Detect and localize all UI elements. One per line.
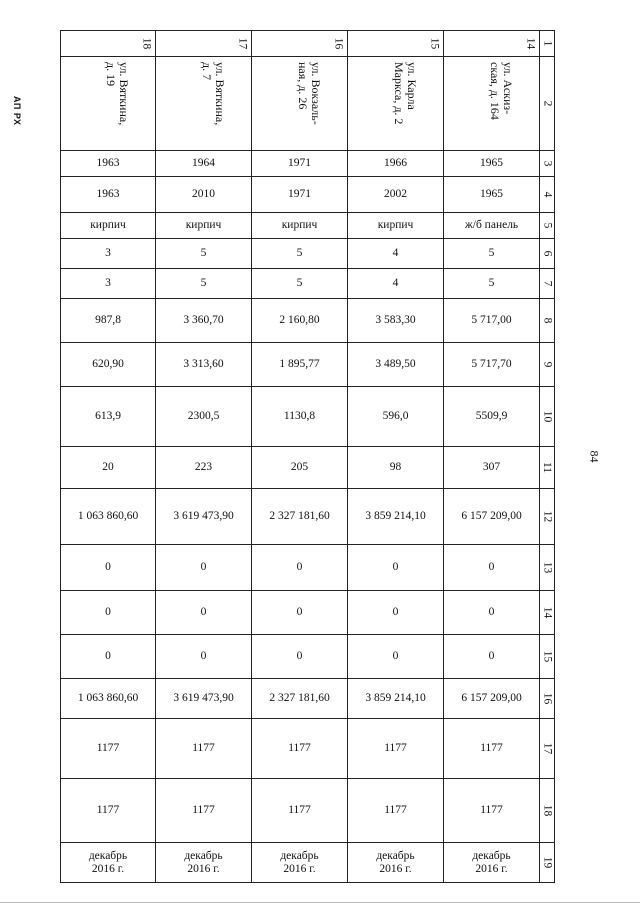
value-cell <box>61 177 156 213</box>
value-cell <box>252 591 348 635</box>
cell-value: 596,0 <box>382 410 409 422</box>
value-cell <box>444 719 540 779</box>
cell-value: декабрь 2016 г. <box>376 849 415 875</box>
value-cell <box>252 269 348 299</box>
page-number: 84 <box>587 450 602 463</box>
value-cell <box>348 591 444 635</box>
table-row <box>61 779 555 843</box>
value-cell <box>348 299 444 343</box>
column-index: 2 <box>541 100 554 107</box>
value-cell <box>61 679 156 719</box>
cell-value: 5 717,70 <box>471 358 512 370</box>
data-table <box>60 30 555 883</box>
value-cell <box>156 177 252 213</box>
table-row <box>61 299 555 343</box>
cell-value: 1966 <box>384 157 407 169</box>
column-index-cell <box>540 447 555 489</box>
value-cell <box>444 779 540 843</box>
cell-value: 5 <box>488 277 495 289</box>
value-cell <box>348 343 444 387</box>
value-cell <box>444 343 540 387</box>
cell-value: 0 <box>296 606 303 618</box>
cell-value: 3 489,50 <box>375 358 416 370</box>
value-cell <box>252 151 348 177</box>
column-index-cell <box>540 239 555 269</box>
cell-value: 1177 <box>384 804 407 816</box>
address-text: ул. Вокзаль- ная, д. 26 <box>295 62 323 125</box>
column-index-cell <box>540 299 555 343</box>
column-index: 16 <box>541 692 554 705</box>
column-index: 6 <box>541 250 554 257</box>
value-cell <box>61 447 156 489</box>
table-row <box>61 31 555 57</box>
column-index-cell <box>540 719 555 779</box>
table-row <box>61 239 555 269</box>
cell-value: 20 <box>102 461 114 473</box>
cell-value: 1177 <box>96 804 120 816</box>
cell-value: 2010 <box>192 188 215 200</box>
cell-value: 3 859 214,10 <box>365 510 426 522</box>
column-index-cell <box>540 545 555 591</box>
value-cell <box>156 635 252 679</box>
address-text: ул. Вяткина, д. 7 <box>199 62 227 126</box>
table-row <box>61 719 555 779</box>
value-cell <box>348 177 444 213</box>
column-index-cell <box>540 57 555 151</box>
column-index-cell <box>540 177 555 213</box>
value-cell <box>61 239 156 269</box>
column-index: 17 <box>541 742 554 755</box>
cell-value: 0 <box>392 650 399 662</box>
row-number: 18 <box>139 37 152 50</box>
row-number-cell <box>444 31 540 57</box>
table-row <box>61 843 555 883</box>
table-row <box>61 177 555 213</box>
column-index: 9 <box>541 361 554 368</box>
value-cell <box>252 239 348 269</box>
value-cell <box>61 635 156 679</box>
value-cell <box>348 679 444 719</box>
cell-value: 1177 <box>480 742 503 754</box>
column-index: 3 <box>541 160 554 167</box>
address-cell <box>444 57 540 151</box>
address-cell <box>61 57 156 151</box>
value-cell <box>252 635 348 679</box>
value-cell <box>61 489 156 545</box>
value-cell <box>61 299 156 343</box>
column-index: 11 <box>541 461 554 474</box>
value-cell <box>61 151 156 177</box>
value-cell <box>444 591 540 635</box>
cell-value: 1 063 860,60 <box>77 510 139 522</box>
column-index: 4 <box>541 191 554 198</box>
row-number-cell <box>156 31 252 57</box>
cell-value: 1130,8 <box>283 410 316 422</box>
cell-value: 1963 <box>96 188 120 200</box>
cell-value: 3 583,30 <box>375 314 416 326</box>
column-index-cell <box>540 387 555 447</box>
address-cell <box>252 57 348 151</box>
cell-value: декабрь 2016 г. <box>184 849 223 875</box>
cell-value: 205 <box>290 461 309 473</box>
value-cell <box>444 177 540 213</box>
cell-value: 1965 <box>480 188 503 200</box>
cell-value: 620,90 <box>92 358 124 370</box>
cell-value: 0 <box>200 650 207 662</box>
cell-value: 1964 <box>192 157 215 169</box>
cell-value: 613,9 <box>95 410 121 422</box>
value-cell <box>156 843 252 883</box>
value-cell <box>156 343 252 387</box>
row-number: 17 <box>235 37 248 50</box>
value-cell <box>61 591 156 635</box>
value-cell <box>444 299 540 343</box>
value-cell <box>444 213 540 239</box>
value-cell <box>252 299 348 343</box>
cell-value: 5 <box>296 247 303 259</box>
value-cell <box>252 679 348 719</box>
value-cell <box>444 679 540 719</box>
cell-value: 1971 <box>288 188 311 200</box>
value-cell <box>444 151 540 177</box>
cell-value: 1 063 860,60 <box>77 692 139 704</box>
table-row <box>61 489 555 545</box>
value-cell <box>252 843 348 883</box>
cell-value: 3 619 473,90 <box>173 692 234 704</box>
table-row <box>61 591 555 635</box>
cell-value: 2 327 181,60 <box>269 692 330 704</box>
value-cell <box>252 489 348 545</box>
cell-value: 1177 <box>192 742 215 754</box>
value-cell <box>348 269 444 299</box>
value-cell <box>252 213 348 239</box>
value-cell <box>348 545 444 591</box>
cell-value: 0 <box>105 650 111 662</box>
value-cell <box>444 489 540 545</box>
cell-value: 223 <box>194 461 213 473</box>
value-cell <box>61 269 156 299</box>
column-index-cell <box>540 679 555 719</box>
value-cell <box>156 213 252 239</box>
row-number: 16 <box>331 37 344 50</box>
cell-value: ж/б панель <box>464 219 519 231</box>
column-index-cell <box>540 635 555 679</box>
value-cell <box>252 177 348 213</box>
cell-value: 1177 <box>96 742 120 754</box>
value-cell <box>252 343 348 387</box>
table-row <box>61 545 555 591</box>
cell-value: 3 619 473,90 <box>173 510 234 522</box>
cell-value: 1963 <box>96 157 120 169</box>
value-cell <box>156 489 252 545</box>
cell-value: 4 <box>392 277 399 289</box>
cell-value: 2002 <box>384 188 407 200</box>
cell-value: 0 <box>488 650 495 662</box>
cell-value: декабрь 2016 г. <box>88 849 128 875</box>
cell-value: 3 360,70 <box>183 314 224 326</box>
value-cell <box>156 447 252 489</box>
cell-value: кирпич <box>90 219 126 231</box>
page-bottom-rule <box>0 902 640 903</box>
cell-value: 1177 <box>192 804 215 816</box>
column-index: 12 <box>541 510 554 523</box>
value-cell <box>156 269 252 299</box>
column-index-cell <box>540 591 555 635</box>
table-row <box>61 269 555 299</box>
table-row <box>61 387 555 447</box>
cell-value: 3 859 214,10 <box>365 692 426 704</box>
value-cell <box>156 239 252 269</box>
table-row <box>61 213 555 239</box>
value-cell <box>252 719 348 779</box>
cell-value: декабрь 2016 г. <box>472 849 511 875</box>
cell-value: 0 <box>105 606 111 618</box>
row-number-cell <box>252 31 348 57</box>
column-index-cell <box>540 269 555 299</box>
cell-value: 2 327 181,60 <box>269 510 330 522</box>
row-number: 14 <box>523 37 536 50</box>
cell-value: 0 <box>296 561 303 573</box>
address-text: ул. Аскиз- ская, д. 164 <box>487 62 515 120</box>
cell-value: 98 <box>389 461 402 473</box>
column-index-cell <box>540 843 555 883</box>
value-cell <box>348 387 444 447</box>
value-cell <box>156 719 252 779</box>
value-cell <box>348 489 444 545</box>
value-cell <box>348 719 444 779</box>
value-cell <box>61 387 156 447</box>
cell-value: кирпич <box>281 219 318 231</box>
value-cell <box>156 779 252 843</box>
cell-value: 1177 <box>384 742 407 754</box>
cell-value: 1177 <box>480 804 503 816</box>
column-index: 13 <box>541 561 554 574</box>
cell-value: 1177 <box>288 804 311 816</box>
cell-value: декабрь 2016 г. <box>280 849 319 875</box>
value-cell <box>348 213 444 239</box>
column-index: 7 <box>541 280 554 287</box>
archive-stamp-label: АП РХ <box>12 96 22 126</box>
value-cell <box>156 299 252 343</box>
value-cell <box>252 545 348 591</box>
value-cell <box>156 545 252 591</box>
table-row <box>61 57 555 151</box>
value-cell <box>252 387 348 447</box>
cell-value: 0 <box>296 650 303 662</box>
value-cell <box>444 843 540 883</box>
value-cell <box>252 447 348 489</box>
column-index-cell <box>540 213 555 239</box>
cell-value: 2300,5 <box>187 410 220 422</box>
value-cell <box>252 779 348 843</box>
column-index-cell <box>540 151 555 177</box>
table-row <box>61 151 555 177</box>
value-cell <box>156 387 252 447</box>
cell-value: 3 <box>105 247 111 259</box>
cell-value: 0 <box>200 561 207 573</box>
cell-value: кирпич <box>377 219 414 231</box>
address-text: ул. Вяткина, д. 19 <box>104 62 131 126</box>
row-number: 15 <box>427 37 440 50</box>
column-index-cell <box>540 779 555 843</box>
row-number-cell <box>348 31 444 57</box>
cell-value: 1 895,77 <box>279 358 320 370</box>
value-cell <box>61 213 156 239</box>
cell-value: 0 <box>488 606 495 618</box>
address-cell <box>156 57 252 151</box>
value-cell <box>156 151 252 177</box>
value-cell <box>61 545 156 591</box>
cell-value: 5 717,00 <box>471 314 512 326</box>
cell-value: 5 <box>200 277 207 289</box>
cell-value: 5 <box>200 247 207 259</box>
cell-value: 0 <box>200 606 207 618</box>
cell-value: 5 <box>488 247 495 259</box>
column-index: 8 <box>541 317 554 324</box>
address-cell <box>348 57 444 151</box>
value-cell <box>444 239 540 269</box>
value-cell <box>444 545 540 591</box>
column-index: 18 <box>541 804 554 817</box>
column-index: 19 <box>541 856 554 869</box>
address-text: ул. Карла Маркса, д. 2 <box>391 62 419 125</box>
cell-value: 6 157 209,00 <box>461 510 522 522</box>
value-cell <box>348 239 444 269</box>
cell-value: 0 <box>392 561 399 573</box>
column-index: 14 <box>541 606 554 619</box>
cell-value: 987,8 <box>95 314 121 326</box>
value-cell <box>61 843 156 883</box>
cell-value: 5 <box>296 277 303 289</box>
cell-value: 3 <box>105 277 111 289</box>
cell-value: 0 <box>105 561 111 573</box>
value-cell <box>61 779 156 843</box>
cell-value: 2 160,80 <box>279 314 320 326</box>
column-index-cell <box>540 31 555 57</box>
table-row <box>61 447 555 489</box>
cell-value: 307 <box>482 461 501 473</box>
column-index: 1 <box>541 40 554 47</box>
value-cell <box>156 679 252 719</box>
value-cell <box>156 591 252 635</box>
cell-value: кирпич <box>185 219 222 231</box>
cell-value: 1177 <box>288 742 311 754</box>
cell-value: 1965 <box>480 157 503 169</box>
table-row <box>61 679 555 719</box>
cell-value: 0 <box>488 561 495 573</box>
value-cell <box>61 719 156 779</box>
table-row <box>61 635 555 679</box>
cell-value: 3 313,60 <box>183 358 224 370</box>
value-cell <box>444 269 540 299</box>
table-row <box>61 343 555 387</box>
value-cell <box>444 635 540 679</box>
value-cell <box>348 635 444 679</box>
column-index-cell <box>540 489 555 545</box>
value-cell <box>348 151 444 177</box>
cell-value: 5509,9 <box>475 410 508 422</box>
column-index: 10 <box>541 410 554 423</box>
cell-value: 1971 <box>288 157 311 169</box>
cell-value: 4 <box>392 247 399 259</box>
column-index: 5 <box>541 222 554 229</box>
value-cell <box>444 387 540 447</box>
value-cell <box>348 843 444 883</box>
value-cell <box>348 447 444 489</box>
column-index: 15 <box>541 650 554 663</box>
value-cell <box>61 343 156 387</box>
value-cell <box>348 779 444 843</box>
cell-value: 0 <box>392 606 399 618</box>
cell-value: 6 157 209,00 <box>461 692 522 704</box>
value-cell <box>444 447 540 489</box>
row-number-cell <box>61 31 156 57</box>
column-index-cell <box>540 343 555 387</box>
